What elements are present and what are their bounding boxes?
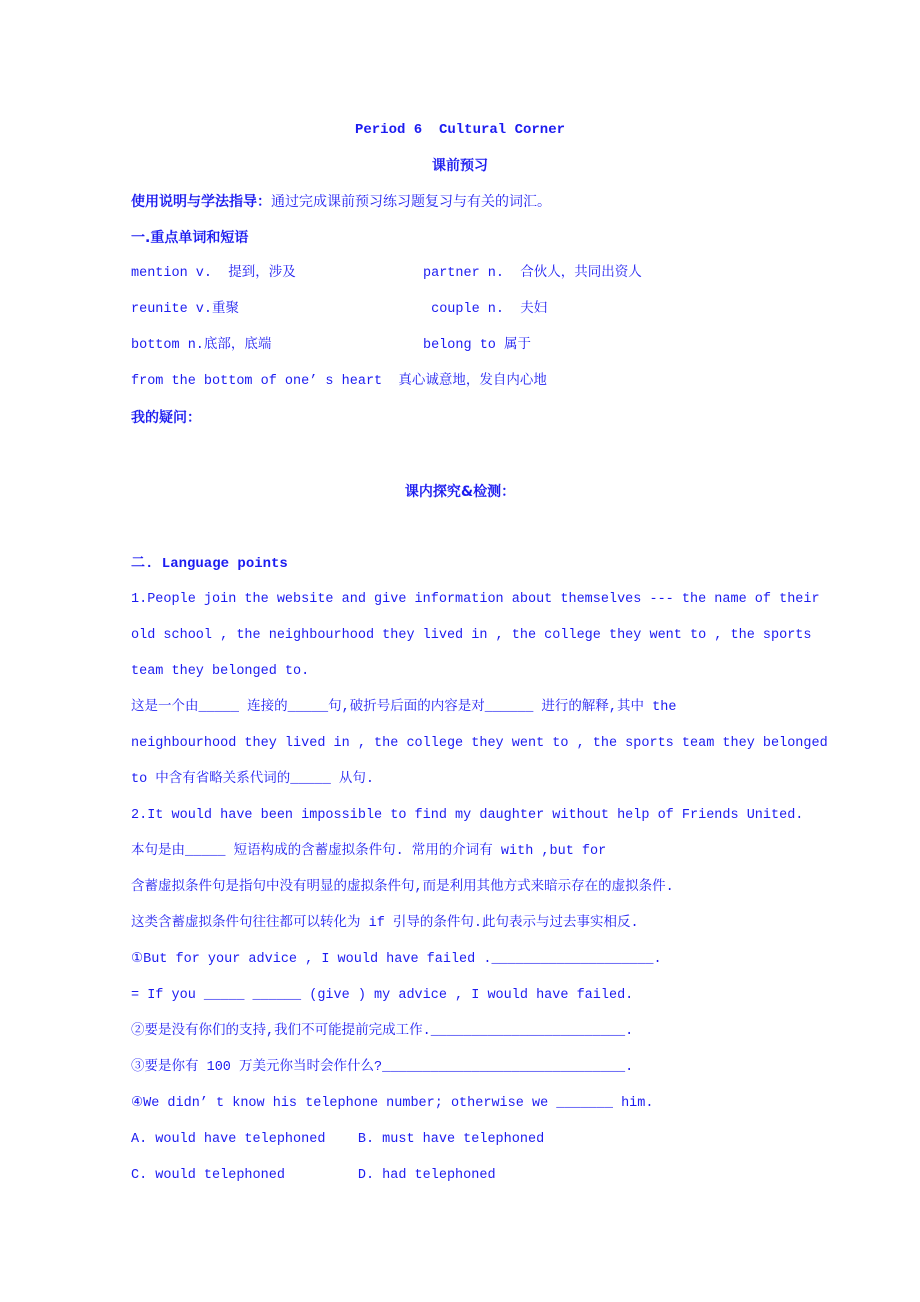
preview-heading: 课前预习 xyxy=(432,158,488,174)
body-line: C. would telephoned D. had telephoned xyxy=(131,1168,496,1183)
vocab-item: belong to 属于 xyxy=(423,338,532,353)
body-line: 含蓄虚拟条件句是指句中没有明显的虚拟条件句,而是利用其他方式来暗示存在的虚拟条件. xyxy=(131,880,674,895)
instructions xyxy=(131,192,551,214)
body-line: ③要是你有 100 万美元你当时会作什么?______________________________. xyxy=(131,1060,634,1075)
body-line: 这类含蓄虚拟条件句往往都可以转化为 if 引导的条件句.此句表示与过去事实相反. xyxy=(131,916,639,931)
instructions-text: 通过完成课前预习练习题复习与有关的词汇。 xyxy=(271,194,551,210)
body-line: 这是一个由_____ 连接的_____句,破折号后面的内容是对______ 进行的解释,其中 the xyxy=(131,700,677,715)
body-line: to 中含有省略关系代词的_____ 从句. xyxy=(131,772,375,787)
vocab-item: partner n. 合伙人，共同出资人 xyxy=(423,266,642,281)
vocab-item: reunite v.重聚 xyxy=(131,302,240,317)
section1-heading: 一.重点单词和短语 xyxy=(131,230,249,246)
body-line: A. would have telephoned B. must have telephoned xyxy=(131,1132,545,1147)
body-line: ②要是没有你们的支持,我们不可能提前完成工作.________________________. xyxy=(131,1024,634,1039)
body-line: 1.People join the website and give information about themselves --- the name of their xyxy=(131,592,820,607)
body-line: = If you _____ ______ (give ) my advice , I would have failed. xyxy=(131,988,634,1003)
body-line: ④We didn’ t know his telephone number; otherwise we _______ him. xyxy=(131,1096,654,1111)
vocab-item: bottom n.底部，底端 xyxy=(131,338,272,353)
vocab-item: mention v. 提到，涉及 xyxy=(131,266,296,281)
page-title: Period 6 Cultural Corner xyxy=(354,122,566,138)
body-line: 本句是由_____ 短语构成的含蓄虚拟条件句. 常用的介词有 with ,but for xyxy=(131,844,607,859)
body-line: 2.It would have been impossible to find my daughter without help of Friends United. xyxy=(131,808,804,823)
instructions-label: 使用说明与学法指导： xyxy=(131,194,271,210)
body-line: neighbourhood they lived in , the college they went to , the sports team they belonged xyxy=(131,736,828,751)
vocab-phrase: from the bottom of one’ s heart 真心诚意地，发自内心地 xyxy=(131,374,547,389)
body-line: team they belonged to. xyxy=(131,664,310,679)
vocab-item: couple n. 夫妇 xyxy=(423,302,548,317)
section2-heading: 二. Language points xyxy=(131,556,288,572)
inclass-heading: 课内探究&检测： xyxy=(404,484,516,500)
questions-label: 我的疑问： xyxy=(131,410,201,426)
body-line: ①But for your advice , I would have failed .____________________. xyxy=(131,952,662,967)
body-line: old school , the neighbourhood they lived in , the college they went to , the sports xyxy=(131,628,812,643)
